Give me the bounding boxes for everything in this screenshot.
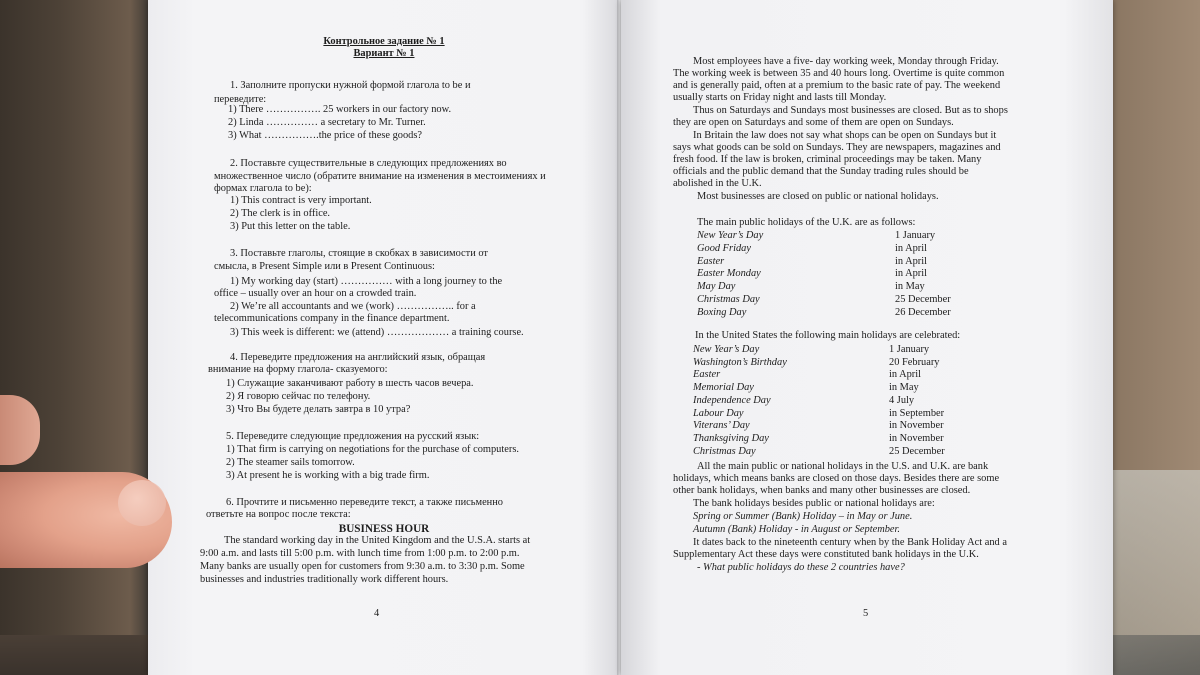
paragraph-line: The bank holidays besides public or national holidays are: xyxy=(693,498,935,509)
task-3-item-cont: telecommunications company in the finance department. xyxy=(214,313,450,324)
task-3-item: 2) We’re all accountants and we (work) …………….. for a xyxy=(230,301,476,312)
holiday-name: Labour Day xyxy=(693,407,744,419)
paragraph-line: It dates back to the nineteenth century when by the Bank Holiday Act and a xyxy=(693,537,1007,548)
task-1-item: 2) Linda …………… a secretary to Mr. Turner. xyxy=(228,117,426,128)
text-paragraph-line: The standard working day in the United Kingdom and the U.S.A. starts at xyxy=(224,535,531,546)
task-5-heading: 5. Переведите следующие предложения на русский язык: xyxy=(226,431,480,442)
task-2-heading-cont: формах глагола to be): xyxy=(214,183,312,194)
holiday-name: Good Friday xyxy=(697,242,751,254)
paragraph-line: fresh food. If the law is broken, criminal proceedings may be taken. Many xyxy=(673,154,982,165)
right-page xyxy=(621,0,1113,675)
paragraph-line: Spring or Summer (Bank) Holiday – in May or June. xyxy=(693,511,913,522)
holiday-date: 25 December xyxy=(889,445,945,457)
paragraph-line: Most employees have a five- day working week, Monday through Friday. xyxy=(693,56,999,67)
holiday-name: New Year’s Day xyxy=(697,230,764,241)
task-2-item: 2) The clerk is in office. xyxy=(230,208,331,219)
holiday-date: in September xyxy=(889,407,945,419)
paragraph-line: Autumn (Bank) Holiday - in August or September. xyxy=(693,524,901,535)
holiday-name: Christmas Day xyxy=(697,294,760,305)
holiday-date: in November xyxy=(889,432,944,444)
task-4-item: 3) Что Вы будете делать завтра в 10 утра? xyxy=(226,404,411,415)
holiday-name: Thanksgiving Day xyxy=(693,432,769,444)
holiday-date: 1 January xyxy=(889,344,930,355)
paragraph-line: holidays, which means banks are closed on those days. Besides there are some xyxy=(673,473,1000,484)
paragraph-line: and is generally paid, often at a premium to the basic rate of pay. The weekend xyxy=(673,80,1001,91)
holiday-date: in April xyxy=(895,242,928,254)
paragraph-line: Supplementary Act these days were constituted bank holidays in the U.K. xyxy=(673,549,979,560)
paragraph-line: In Britain the law does not say what shops can be open on Sundays but it xyxy=(693,130,997,141)
task-5-item: 1) That firm is carrying on negotiations for the purchase of computers. xyxy=(226,444,519,455)
paragraph-line: they are open on Saturdays and some of them are open on Sundays. xyxy=(673,117,954,128)
task-3-item: 1) My working day (start) …………… with a long journey to the xyxy=(230,276,503,287)
holiday-name: Easter Monday xyxy=(697,268,761,280)
text-paragraph-line: Many banks are usually open for customers from 9:30 a.m. to 3:30 p.m. Some xyxy=(200,561,525,572)
holiday-name: Easter xyxy=(693,369,721,381)
holiday-name: Independence Day xyxy=(693,394,771,406)
task-4-heading: 4. Переведите предложения на английский язык, обращая xyxy=(230,352,486,363)
holiday-name: Boxing Day xyxy=(697,306,747,318)
holiday-name: Washington’s Birthday xyxy=(693,356,787,368)
paragraph-line: says what goods can be sold on Sundays. They are newspapers, magazines and xyxy=(673,142,1001,153)
text-paragraph-line: 9:00 a.m. and lasts till 5:00 p.m. with lunch time from 1:00 p.m. to 2:00 p.m. xyxy=(200,548,520,559)
task-2-item: 1) This contract is very important. xyxy=(230,195,372,206)
holiday-name: May Day xyxy=(697,281,736,293)
holiday-name: Viterans’ Day xyxy=(693,420,750,432)
task-1-heading-cont: переведите: xyxy=(214,94,267,105)
text-paragraph-line: businesses and industries traditionally work different hours. xyxy=(200,574,449,585)
holiday-date: in April xyxy=(895,268,928,280)
page-number-right: 5 xyxy=(863,608,869,619)
holiday-name: Memorial Day xyxy=(693,382,754,394)
paragraph-line: usually starts on Friday night and lasts till Monday. xyxy=(673,92,887,103)
task-5-item: 2) The steamer sails tomorrow. xyxy=(226,457,355,468)
task-5-item: 3) At present he is working with a big trade firm. xyxy=(226,470,430,481)
holiday-date: 25 December xyxy=(895,294,951,305)
task-3-heading-cont: смысла, в Present Simple или в Present Continuous: xyxy=(214,261,435,272)
task-6-heading-cont: ответьте на вопрос после текста: xyxy=(206,509,351,520)
holiday-date: in April xyxy=(889,369,922,381)
paragraph-line: The working week is between 35 and 40 hours long. Overtime is quite common xyxy=(673,68,1005,79)
us-holidays-heading: In the United States the following main holidays are celebrated: xyxy=(695,330,961,341)
holiday-date: 26 December xyxy=(895,306,951,318)
task-3-heading: 3. Поставьте глаголы, стоящие в скобках в зависимости от xyxy=(230,248,488,259)
left-page xyxy=(148,0,620,675)
holiday-date: in May xyxy=(895,281,925,293)
task-1-heading: 1. Заполните пропуски нужной формой глагола to be и xyxy=(230,80,471,91)
holiday-name: Easter xyxy=(697,255,725,267)
task-2-heading: 2. Поставьте существительные в следующих предложениях во xyxy=(230,158,507,169)
question-line: - What public holidays do these 2 countries have? xyxy=(697,562,905,573)
paragraph-line: Thus on Saturdays and Sundays most businesses are closed. But as to shops xyxy=(693,105,1008,116)
holiday-date: in April xyxy=(895,255,928,267)
holiday-date: in May xyxy=(889,382,919,394)
task-variant: Вариант № 1 xyxy=(353,48,415,59)
task-4-heading-cont: внимание на форму глагола- сказуемого: xyxy=(208,364,388,375)
holiday-date: 1 January xyxy=(895,230,936,241)
holiday-name: Christmas Day xyxy=(693,445,756,457)
holiday-name: New Year’s Day xyxy=(693,344,760,355)
thumbnail xyxy=(118,480,166,526)
holiday-date: 4 July xyxy=(889,394,915,406)
paragraph-line: other bank holidays, when banks and many other businesses are closed. xyxy=(673,485,971,496)
task-3-item: 3) This week is different: we (attend) ……………… a training course. xyxy=(230,327,524,338)
task-4-item: 2) Я говорю сейчас по телефону. xyxy=(226,391,371,402)
task-1-item: 1) There ……………. 25 workers in our factory now. xyxy=(228,104,452,115)
paragraph-line: All the main public or national holidays in the U.S. and U.K. are bank xyxy=(697,461,989,472)
task-2-item: 3) Put this letter on the table. xyxy=(230,221,351,232)
task-2-heading-cont: множественное число (обратите внимание на изменения в местоимениях и xyxy=(214,171,546,182)
uk-holidays-heading: The main public holidays of the U.K. are as follows: xyxy=(697,217,916,228)
page-number-left: 4 xyxy=(374,608,380,619)
paragraph-line: abolished in the U.K. xyxy=(673,178,762,189)
task-title: Контрольное задание № 1 xyxy=(323,36,445,47)
paragraph-line: Most businesses are closed on public or national holidays. xyxy=(697,191,939,202)
text-title: BUSINESS HOUR xyxy=(338,523,430,535)
task-4-item: 1) Служащие заканчивают работу в шесть часов вечера. xyxy=(226,378,474,389)
task-3-item-cont: office – usually over an hour on a crowded train. xyxy=(214,288,417,299)
holiday-date: 20 February xyxy=(889,356,940,368)
paragraph-line: officials and the public demand that the Sunday trading rules should be xyxy=(673,166,969,177)
task-1-item: 3) What …………….the price of these goods? xyxy=(228,130,423,141)
task-6-heading: 6. Прочтите и письменно переведите текст, а также письменно xyxy=(226,497,503,508)
holiday-date: in November xyxy=(889,420,944,432)
